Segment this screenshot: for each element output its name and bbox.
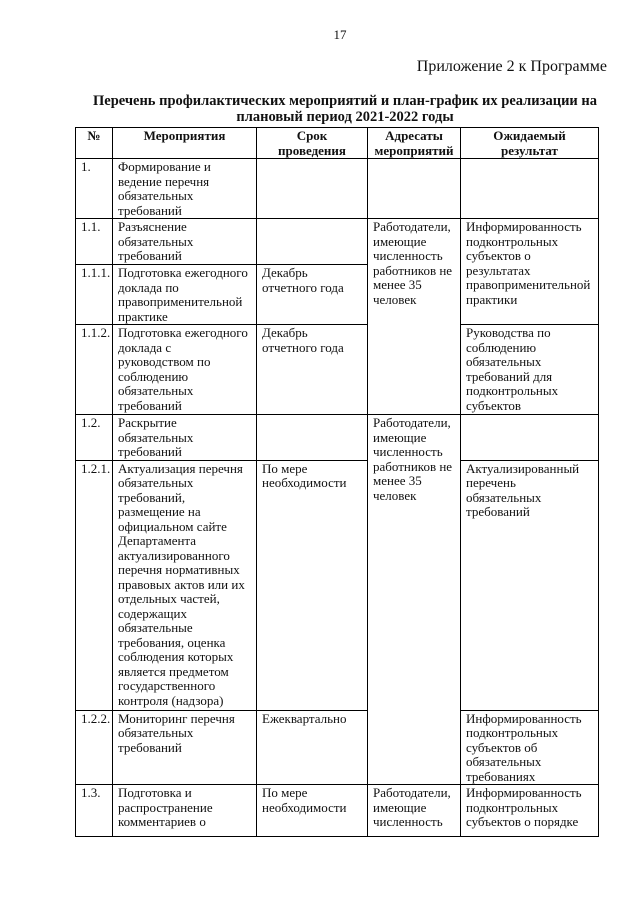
activity-cell: Формирование и ведение перечня обязательных требований xyxy=(113,159,257,219)
row-number-cell: 1.1.2. xyxy=(76,325,113,415)
row-number-cell: 1. xyxy=(76,159,113,219)
appendix-label: Приложение 2 к Программе xyxy=(416,58,607,75)
deadline-cell xyxy=(257,159,368,219)
table-row xyxy=(76,159,599,219)
table-row xyxy=(76,325,599,415)
row-number-cell: 1.1.1. xyxy=(76,265,113,325)
result-cell xyxy=(461,159,599,219)
result-cell xyxy=(461,415,599,461)
row-number-cell: 1.2.1. xyxy=(76,460,113,710)
header-activity: Мероприятия xyxy=(113,128,257,159)
result-cell: Актуализированный перечень обязательных требований xyxy=(461,460,599,710)
document-title-line-1: Перечень профилактических мероприятий и план-график их реализации на xyxy=(92,93,598,109)
result-cell: Информированность подконтрольных субъектов о результатах правоприменительной практики xyxy=(461,219,599,325)
table-row xyxy=(76,785,599,837)
page-number: 17 xyxy=(333,27,347,42)
deadline-cell: Ежеквартально xyxy=(257,710,368,785)
deadline-cell xyxy=(257,415,368,461)
row-number-cell: 1.1. xyxy=(76,219,113,265)
deadline-cell: Декабрь отчетного года xyxy=(257,325,368,415)
deadline-cell: По мере необходимости xyxy=(257,785,368,837)
result-cell: Руководства по соблюдению обязательных требований для подконтрольных субъектов xyxy=(461,325,599,415)
row-number-cell: 1.3. xyxy=(76,785,113,837)
activity-cell: Подготовка ежегодного доклада с руководством по соблюдению обязательных требований xyxy=(113,325,257,415)
deadline-cell: Декабрь отчетного года xyxy=(257,265,368,325)
result-cell: Информированность подконтрольных субъектов об обязательных требованиях xyxy=(461,710,599,785)
table-header-row xyxy=(76,128,599,159)
addressees-cell xyxy=(368,159,461,219)
activity-cell: Актуализация перечня обязательных требований, размещение на официальном сайте Департамента актуализированного перечня нормативных правовых актов или их отдельных частей, содержащих обязательные требования, оценка соблюдения которых является предметом государственного контроля (надзора) xyxy=(113,460,257,710)
header-deadline: Срок проведения xyxy=(257,128,368,159)
activity-cell: Раскрытие обязательных требований xyxy=(113,415,257,461)
row-number-cell: 1.2. xyxy=(76,415,113,461)
header-addressees: Адресаты мероприятий xyxy=(368,128,461,159)
header-number: № xyxy=(76,128,113,159)
row-number-cell: 1.2.2. xyxy=(76,710,113,785)
table-row xyxy=(76,219,599,265)
result-cell: Информированность подконтрольных субъектов о порядке xyxy=(461,785,599,837)
activities-table xyxy=(75,127,599,837)
addressees-cell: Работодатели, имеющие численность работников не менее 35 человек xyxy=(368,219,461,415)
table-row xyxy=(76,415,599,461)
addressees-cell: Работодатели, имеющие численность xyxy=(368,785,461,837)
document-title xyxy=(85,93,605,125)
table-row xyxy=(76,710,599,785)
header-result: Ожидаемый результат xyxy=(461,128,599,159)
deadline-cell: По мере необходимости xyxy=(257,460,368,710)
table-row xyxy=(76,460,599,710)
activity-cell: Разъяснение обязательных требований xyxy=(113,219,257,265)
activity-cell: Подготовка и распространение комментариев о xyxy=(113,785,257,837)
activity-cell: Мониторинг перечня обязательных требований xyxy=(113,710,257,785)
activity-cell: Подготовка ежегодного доклада по правоприменительной практике xyxy=(113,265,257,325)
addressees-cell: Работодатели, имеющие численность работников не менее 35 человек xyxy=(368,415,461,785)
deadline-cell xyxy=(257,219,368,265)
document-title-line-2: плановый период 2021-2022 годы xyxy=(236,109,454,125)
